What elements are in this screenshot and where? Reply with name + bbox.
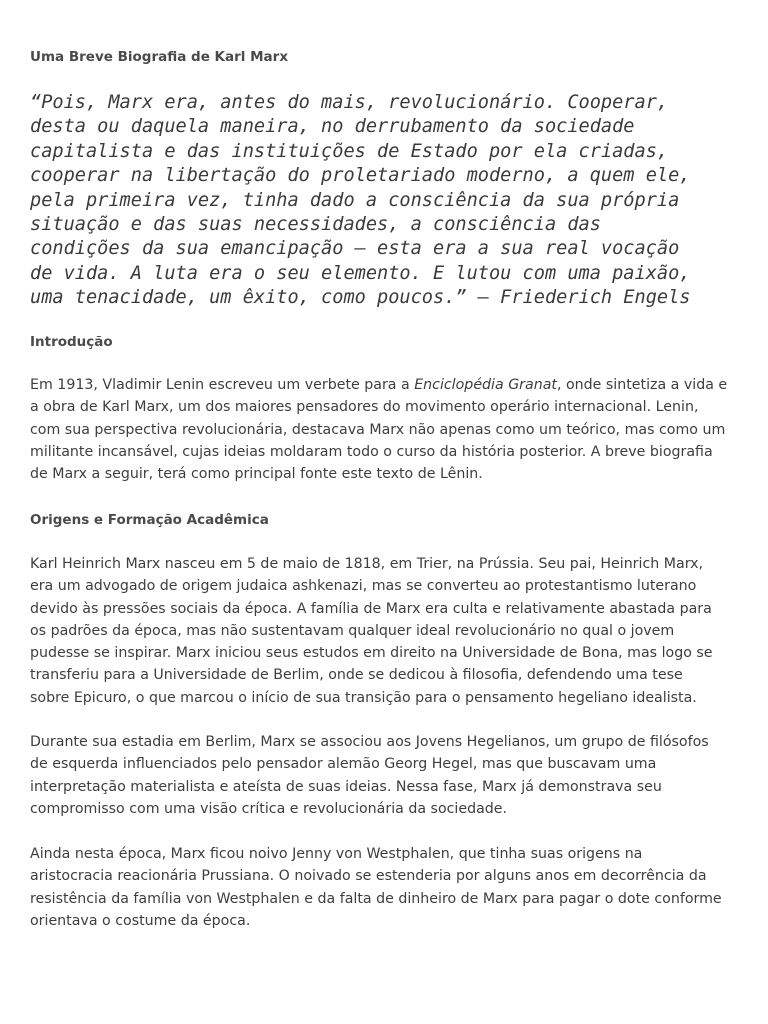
epigraph-line: situação e das suas necessidades, a consciência das: [30, 214, 601, 236]
paragraph-text: Em 1913, Vladimir Lenin escreveu um verbete para a: [30, 377, 415, 393]
paragraph-line: [30, 374, 742, 396]
paragraph-line: a obra de Karl Marx, um dos maiores pensadores do movimento operário internacional. Lenin,: [30, 399, 699, 416]
epigraph-line: “Pois, Marx era, antes do mais, revolucionário. Cooperar,: [30, 92, 669, 113]
paragraph-line: transferiu para a Universidade de Berlim, onde se dedicou à filosofia, defendendo uma tese: [30, 667, 683, 684]
paragraph-line: devido às pressões sociais da época. A família de Marx era culta e relativamente abastada para: [30, 600, 712, 617]
paragraph-line: pudesse se inspirar. Marx iniciou seus estudos em direito na Universidade de Bona, mas logo se: [30, 645, 713, 662]
paragraph-line: Karl Heinrich Marx nasceu em 5 de maio de 1818, em Trier, na Prússia. Seu pai, Heinrich Marx,: [30, 556, 704, 572]
paragraph-line: resistência da família von Westphalen e da falta de dinheiro de Marx para pagar o dote conforme: [30, 890, 722, 907]
origins-paragraph-1: [30, 553, 742, 709]
paragraph-line: com sua perspectiva revolucionária, destacava Marx não apenas como um teórico, mas como um: [30, 421, 726, 438]
epigraph-line: desta ou daquela maneira, no derrubamento da sociedade: [30, 116, 635, 138]
epigraph-line: pela primeira vez, tinha dado a consciência da sua própria: [30, 189, 680, 211]
paragraph-line: os padrões da época, mas não sustentavam qualquer ideal revolucionário no qual o jovem: [30, 622, 675, 639]
section-heading-origens: Origens e Formação Acadêmica: [30, 512, 269, 528]
paragraph-line: aristocracia reacionária Prussiana. O noivado se estenderia por alguns anos em decorrência da: [30, 868, 707, 885]
section-heading-introducao: Introdução: [30, 334, 113, 350]
epigraph-line: uma tenacidade, um êxito, como poucos.” — Friederich Engels: [30, 287, 691, 309]
epigraph-line: capitalista e das instituições de Estado por ela criadas,: [30, 140, 669, 162]
paragraph-line: Ainda nesta época, Marx ficou noivo Jenny von Westphalen, que tinha suas origens na: [30, 846, 643, 862]
paragraph-line: compromisso com uma visão crítica e revolucionária da sociedade.: [30, 800, 508, 817]
encyclopedia-title: Enciclopédia Granat: [414, 377, 557, 393]
paragraph-line: orientava o costume da época.: [30, 912, 251, 929]
paragraph-line: de Marx a seguir, terá como principal fonte este texto de Lênin.: [30, 466, 483, 483]
intro-paragraph: [30, 374, 742, 485]
paragraph-line: interpretação materialista e ateísta de suas ideias. Nessa fase, Marx já demonstrava seu: [30, 778, 662, 795]
paragraph-line: de esquerda influenciados pelo pensador alemão Georg Hegel, mas que buscavam uma: [30, 756, 657, 773]
epigraph-line: de vida. A luta era o seu elemento. E lutou com uma paixão,: [30, 262, 691, 284]
origins-paragraph-2: [30, 731, 742, 820]
paragraph-line: militante incansável, cujas ideias moldaram todo o curso da história posterior. A breve biografia: [30, 443, 713, 460]
paragraph-line: sobre Epicuro, o que marcou o início de sua transição para o pensamento hegeliano idealista.: [30, 689, 697, 706]
paragraph-line: Durante sua estadia em Berlim, Marx se associou aos Jovens Hegelianos, um grupo de filósofos: [30, 734, 709, 750]
origins-paragraph-3: [30, 843, 742, 932]
paragraph-line: era um advogado de origem judaica ashkenazi, mas se converteu ao protestantismo luterano: [30, 578, 697, 595]
epigraph-line: cooperar na libertação do proletariado moderno, a quem ele,: [30, 165, 691, 187]
paragraph-text: , onde sintetiza a vida e: [556, 377, 728, 393]
engels-epigraph-quote: [30, 91, 742, 311]
document-title: Uma Breve Biografia de Karl Marx: [30, 49, 289, 65]
epigraph-line: condições da sua emancipação — esta era a sua real vocação: [30, 238, 680, 260]
